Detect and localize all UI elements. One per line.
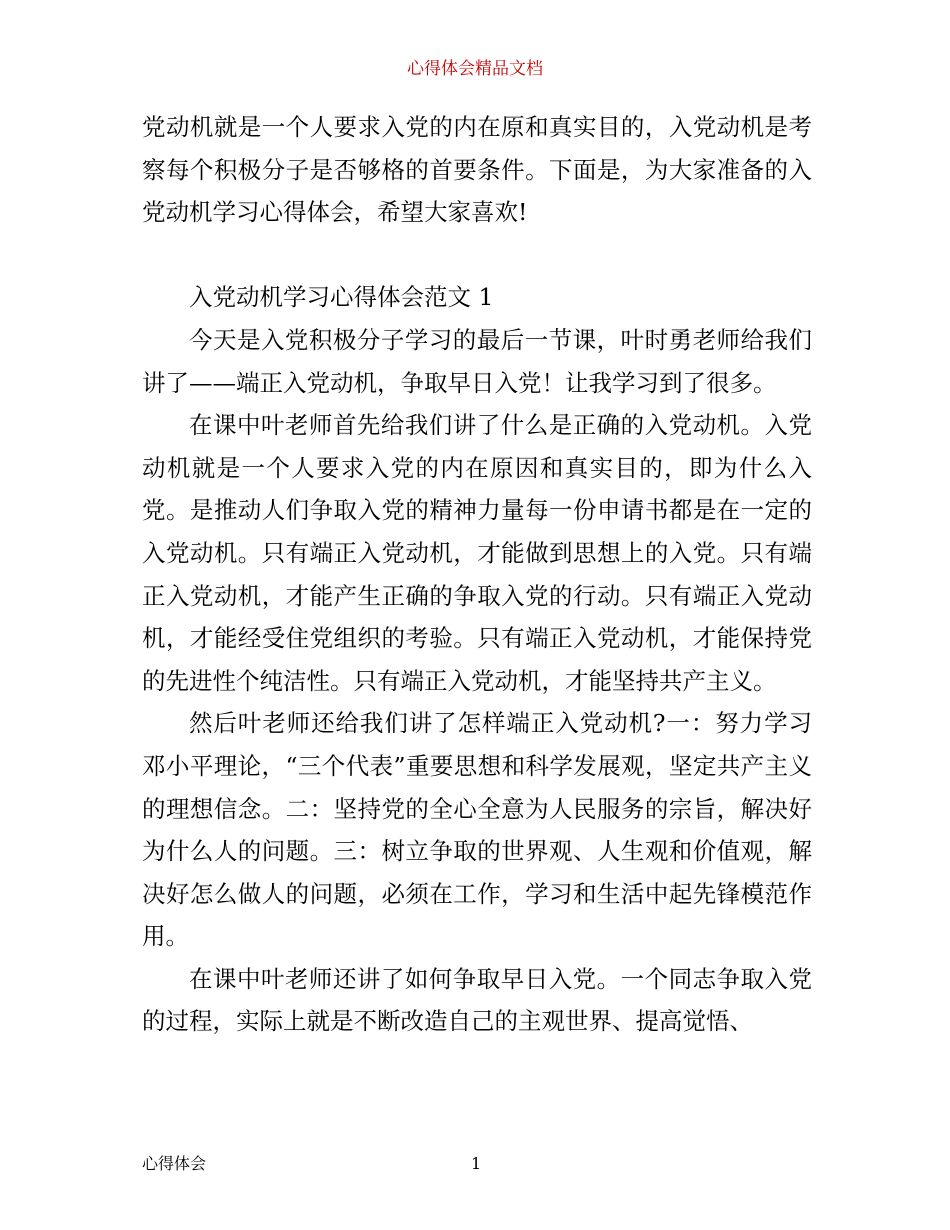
page-number: 1 [471,1154,482,1173]
body-paragraph-1: 今天是入党积极分子学习的最后一节课，叶时勇老师给我们讲了——端正入党动机，争取早日入党！让我学习到了很多。 [142,325,812,397]
body-paragraph-2: 在课中叶老师首先给我们讲了什么是正确的入党动机。入党动机就是一个人要求入党的内在原因和真实目的，即为什么入党。是推动人们争取入党的精神力量每一份申请书都是在一定的入党动机。只有端正入党动机，才能做到思想上的入党。只有端正入党动机，才能产生正确的争取入党的行动。只有端正入党动机，才能经受住党组织的考验。只有端正入党动机，才能保持党的先进性个纯洁性。只有端正入党动机，才能坚持共产主义。 [142,411,812,695]
section-title: 入党动机学习心得体会范文 1 [189,283,494,312]
paragraph-spacer [142,234,812,277]
page-header-title: 心得体会精品文档 [407,59,543,79]
body-paragraph-4: 在课中叶老师还讲了如何争取早日入党。一个同志争取入党的过程，实际上就是不断改造自己的主观世界、提高觉悟、 [142,964,812,1036]
footer-label: 心得体会 [142,1154,207,1173]
document-body [142,106,812,1043]
body-paragraph-3: 然后叶老师还给我们讲了怎样端正入党动机?一：努力学习邓小平理论，“三个代表”重要思想和科学发展观，坚定共产主义的理想信念。二：坚持党的全心全意为人民服务的宗旨，解决好为什么人的问题。三：树立争取的世界观、人生观和价值观，解决好怎么做人的问题，必须在工作，学习和生活中起先锋模范作用。 [142,709,812,951]
intro-paragraph: 党动机就是一个人要求入党的内在原和真实目的，入党动机是考察每个积极分子是否够格的首要条件。下面是，为大家准备的入党动机学习心得体会，希望大家喜欢! [142,113,812,227]
